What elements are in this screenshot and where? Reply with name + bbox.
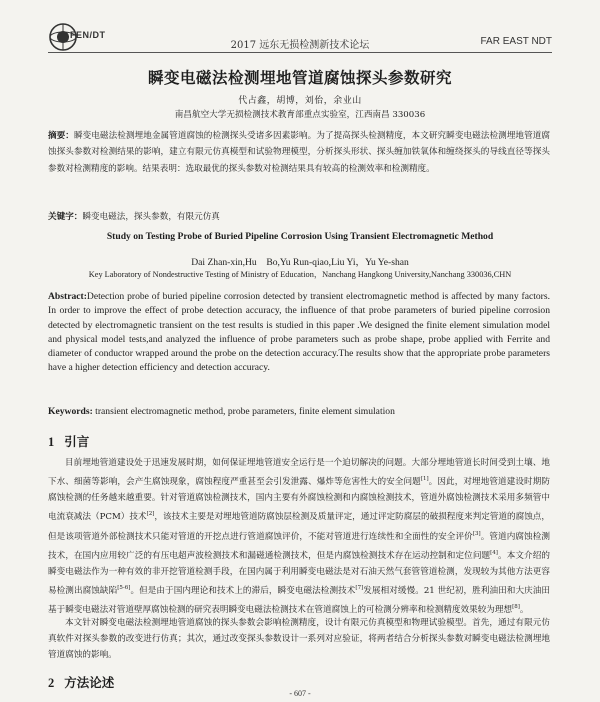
page-number: - 607 -	[289, 689, 311, 698]
section-number: 1	[48, 435, 55, 449]
abstract-chinese-label: 摘要：	[48, 131, 74, 141]
keywords-chinese-label: 关键字：	[48, 212, 83, 222]
citation: [7]	[355, 584, 364, 591]
header-divider	[48, 52, 552, 53]
intro-text: 发展相对缓慢。21 世纪初，胜利油田和大庆油田基于瞬变电磁法对管道壁厚腐蚀检测的研究表明瞬变电磁法检测技术在管道腐蚀上的可检测分辨率和检测精度效果较为理想	[48, 585, 550, 615]
section-number: 2	[48, 676, 55, 690]
section-title: 引言	[64, 434, 90, 449]
title-english: Study on Testing Probe of Buried Pipeline Corrosion Using Transient Electromagnetic Method	[106, 231, 494, 242]
abstract-english-text: Detection probe of buried pipeline corrosion detected by transient electromagnetic method is affected by many factors. In order to improve the effect of probe detection accuracy, the influence of that probe parameters of buried pipeline corrosion detected by electromagnetic transient on the test results is studied in this paper .We designed the finite element simulation model and physical model tests,and analyzed the influence of probe parameters such as probe shape, probe applied with Ferrite and diameter of conductor wrapped around the probe on the detection accuracy.The results show that the appropriate probe parameters have a higher detection efficiency and detection accuracy.	[48, 291, 550, 374]
citation: [1]	[420, 476, 429, 483]
intro-text: 。	[519, 604, 529, 615]
abstract-chinese-text: 瞬变电磁法检测埋地金属管道腐蚀的检测探头受诸多因素影响。为了提高探头检测精度，本文研究瞬变电磁法检测埋地管道腐蚀探头参数对检测结果的影响，建立有限元仿真模型和试验物理模型，分析探头形状、探头缠加铁氧体和缠绕探头的导线直径等探头参数对检测精度的影响。结果表明：选取最优的探头参数对检测结果具有较高的检测效率和检测精度。	[48, 131, 550, 174]
keywords-english	[48, 406, 550, 417]
citation: [5-6]	[117, 584, 131, 591]
intro-text: 目前埋地管道建设处于迅速发展时期，如何保证埋地管道安全运行是一个迫切解决的问题。大部分埋地管道长时间受到土壤、地下水、细菌等影响，会产生腐蚀现象，腐蚀程度严重甚至会引发泄露、爆炸等危害性大的安全问题	[48, 458, 550, 488]
section-heading-introduction	[48, 432, 89, 450]
authors-chinese: 代占鑫，胡博，刘佁，余业山	[238, 96, 362, 106]
logo-text: FEN/DT	[70, 30, 106, 40]
affiliation-chinese: 南昌航空大学无损检测技术教育部重点实验室，江西南昌 330036	[174, 110, 426, 120]
intro-text: 。管道内腐蚀检测技术，在国内应用较广泛的有压电超声波检测技术和漏磁通检测技术，但是内腐蚀检测技术存在运动控制和定位问题	[48, 531, 550, 561]
abstract-english	[48, 290, 550, 376]
intro-text: ，该技术主要是对埋地管道防腐蚀层检测及质量评定，通过评定防腐层的破损程度来判定管道的腐蚀点，但是该项管道外部检测技术只能对管道的开挖点进行管道腐蚀评价，不能对管道进行连续性和全面性的安全评价	[48, 512, 550, 542]
intro-text: 。本文介绍的瞬变电磁法作为一种有效的非开挖管道检测手段，在国内属于利用瞬变电磁法是对石油天然气套管管道检测，发现较为其他方法更容易检测出腐蚀缺陷	[48, 550, 550, 596]
citation: [2]	[146, 511, 155, 518]
intro-text: 。但是由于国内理论和技术上的滞后，瞬变电磁法检测技术	[130, 585, 356, 596]
header-brand: FAR EAST NDT	[480, 36, 552, 47]
citation: [3]	[472, 530, 481, 537]
keywords-english-label: Keywords:	[48, 406, 93, 417]
abstract-chinese	[48, 128, 550, 177]
keywords-chinese-text: 瞬变电磁法，探头参数，有限元仿真	[82, 212, 220, 222]
affiliation-english: Key Laboratory of Nondestructive Testing of Ministry of Education，Nanchang Hangkong University,Nanchang 330036,CHN	[88, 270, 512, 279]
title-chinese: 瞬变电磁法检测埋地管道腐蚀探头参数研究	[147, 68, 452, 87]
citation: [8]	[512, 603, 520, 610]
intro-paragraph-1	[48, 455, 550, 618]
section-title: 方法论述	[64, 675, 115, 690]
authors-english: Dai Zhan-xin,Hu Bo,Yu Run-qiao,Liu Yi，Yu Ye-shan	[191, 257, 409, 268]
intro-text: 。因此，对埋地管道建设时期防腐蚀检测的任务越来越重要。针对管道腐蚀检测技术，国内主要有外腐蚀检测和内腐蚀检测技术，管道外腐蚀检测技术采用多频管中电流衰减法（PCM）技术	[48, 477, 550, 523]
intro-paragraph-2: 本文针对瞬变电磁法检测埋地管道腐蚀的探头参数会影响检测精度，设计有限元仿真模型和物理试验模型。首先，通过有限元仿真软件对探头参数的改变进行仿真；其次，通过改变探头参数设计一系列对应验证，将两者结合分析探头参数对瞬变电磁法检测埋地管道腐蚀的影响。	[48, 618, 550, 661]
conference-name: 2017 远东无损检测新技术论坛	[230, 40, 370, 51]
citation: [4]	[490, 549, 498, 556]
abstract-english-label: Abstract:	[48, 291, 87, 302]
keywords-english-text: transient electromagnetic method, probe parameters, finite element simulation	[95, 406, 395, 417]
keywords-chinese	[48, 210, 550, 222]
